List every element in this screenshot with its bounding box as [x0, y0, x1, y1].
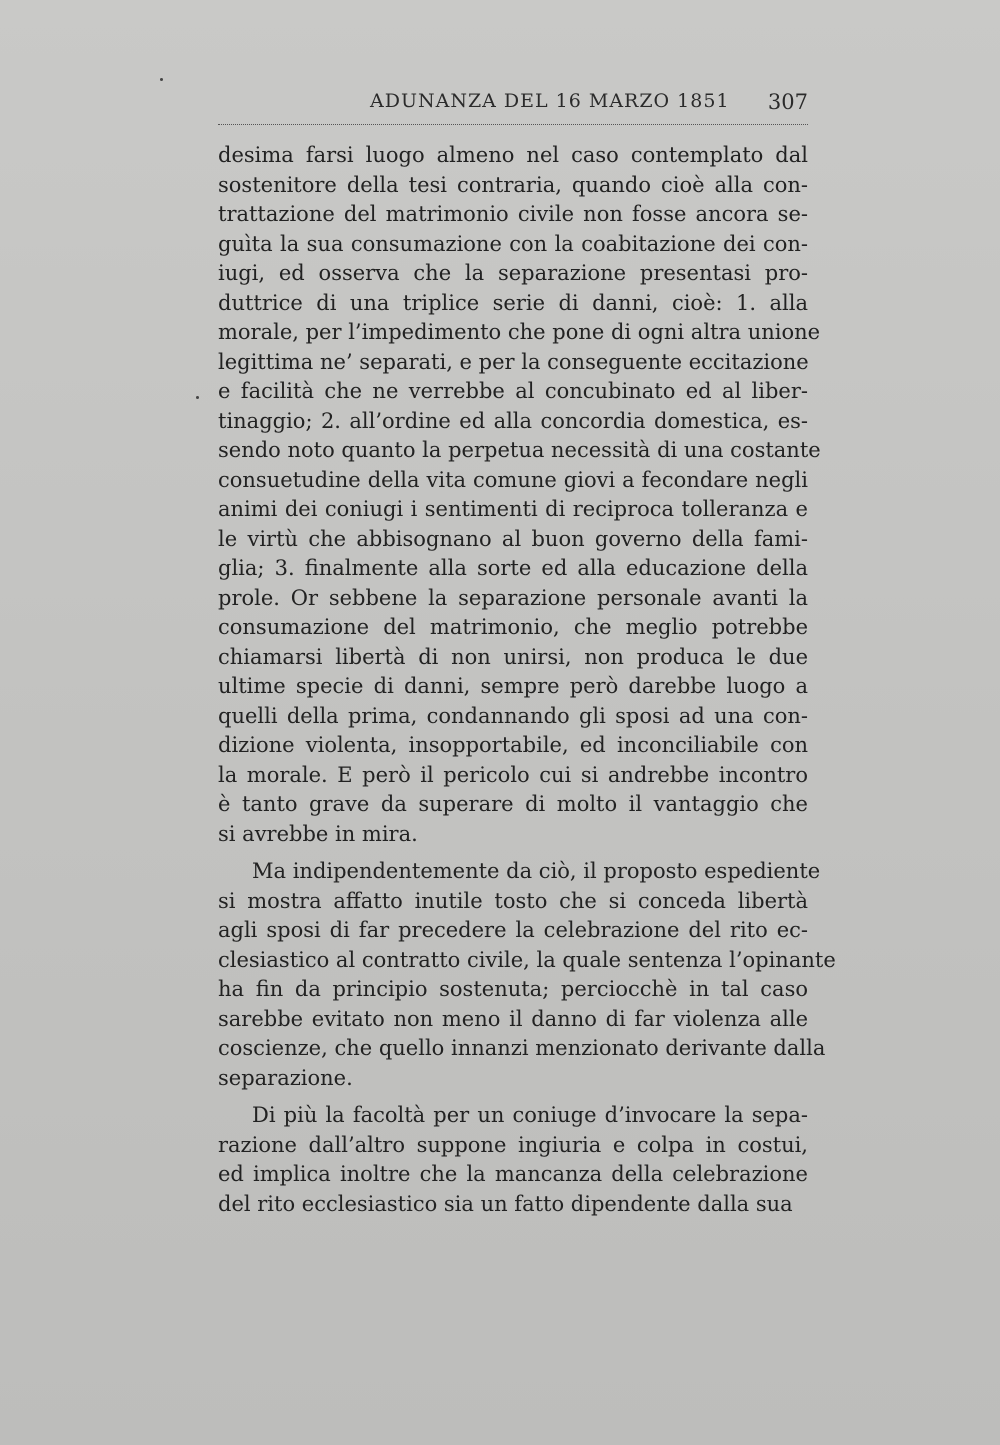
scan-speck	[196, 396, 199, 399]
text-line: trattazione del matrimonio civile non fosse ancora se-	[218, 202, 808, 226]
text-line: quelli della prima, condannando gli sposi ad una con-	[218, 703, 808, 728]
text-line: consumazione del matrimonio, che meglio potrebbe	[218, 615, 808, 639]
text-line: tinaggio; 2. all’ordine ed alla concordia domestica, es-	[218, 408, 808, 433]
text-line: glia; 3. finalmente alla sorte ed alla educazione della	[218, 556, 808, 580]
text-line: consuetudine della vita comune giovi a fecondare negli	[218, 467, 808, 492]
text-line: desima farsi luogo almeno nel caso contemplato dal	[218, 143, 808, 167]
page-number: 307	[767, 90, 808, 114]
text-line: guìta la sua consumazione con la coabitazione dei con-	[218, 231, 808, 256]
running-head: ADUNANZA DEL 16 MARZO 1851	[370, 90, 730, 112]
text-line: agli sposi di far precedere la celebrazione del rito ec-	[218, 918, 808, 942]
paragraph	[218, 1101, 808, 1219]
text-line: coscienze, che quello innanzi menzionato derivante dalla	[218, 1036, 826, 1060]
paragraph-gap	[218, 849, 808, 857]
page-header	[218, 88, 808, 122]
text-line: la morale. E però il pericolo cui si andrebbe incontro	[218, 762, 808, 787]
text-line: ultime specie di danni, sempre però darebbe luogo a	[218, 674, 808, 698]
scan-speck	[160, 78, 163, 81]
paragraph	[218, 857, 836, 1093]
text-line: clesiastico al contratto civile, la quale sentenza l’opinante	[218, 947, 836, 972]
text-line: sostenitore della tesi contraria, quando cioè alla con-	[218, 172, 808, 197]
text-line: si avrebbe in mira.	[218, 821, 418, 846]
text-line: e facilità che ne verrebbe al concubinato ed al liber-	[218, 379, 808, 403]
text-line: si mostra affatto inutile tosto che si conceda libertà	[218, 888, 808, 913]
text-line: separazione.	[218, 1065, 353, 1090]
paragraph	[218, 141, 821, 849]
text-line: iugi, ed osserva che la separazione presentasi pro-	[218, 261, 808, 285]
text-line: Ma indipendentemente da ciò, il proposto espediente	[252, 859, 821, 883]
text-line: è tanto grave da superare di molto il vantaggio che	[218, 792, 808, 816]
text-line: prole. Or sebbene la separazione personale avanti la	[218, 585, 808, 610]
text-line: animi dei coniugi i sentimenti di reciproca tolleranza e	[218, 497, 808, 521]
text-line: chiamarsi libertà di non unirsi, non produca le due	[218, 644, 808, 669]
text-line: razione dall’altro suppone ingiuria e colpa in costui,	[218, 1132, 808, 1157]
text-line: ha fin da principio sostenuta; perciocchè in tal caso	[218, 977, 808, 1001]
text-line: Di più la facoltà per un coniuge d’invocare la sepa-	[252, 1103, 808, 1127]
text-line: dizione violenta, insopportabile, ed inconciliabile con	[218, 733, 808, 757]
text-line: del rito ecclesiastico sia un fatto dipendente dalla sua	[218, 1191, 793, 1216]
paragraph-gap	[218, 1093, 808, 1101]
text-line: morale, per l’impedimento che pone di ogni altra unione	[218, 320, 821, 344]
text-line: sarebbe evitato non meno il danno di far violenza alle	[218, 1006, 808, 1031]
text-line: duttrice di una triplice serie di danni, cioè: 1. alla	[218, 290, 808, 315]
body-text	[218, 141, 836, 1219]
text-line: legittima ne’ separati, e per la conseguente eccitazione	[218, 349, 809, 374]
text-line: le virtù che abbisognano al buon governo della fami-	[218, 526, 808, 551]
text-line: sendo noto quanto la perpetua necessità di una costante	[218, 438, 821, 462]
text-line: ed implica inoltre che la mancanza della celebrazione	[218, 1162, 808, 1186]
header-rule	[218, 124, 808, 125]
